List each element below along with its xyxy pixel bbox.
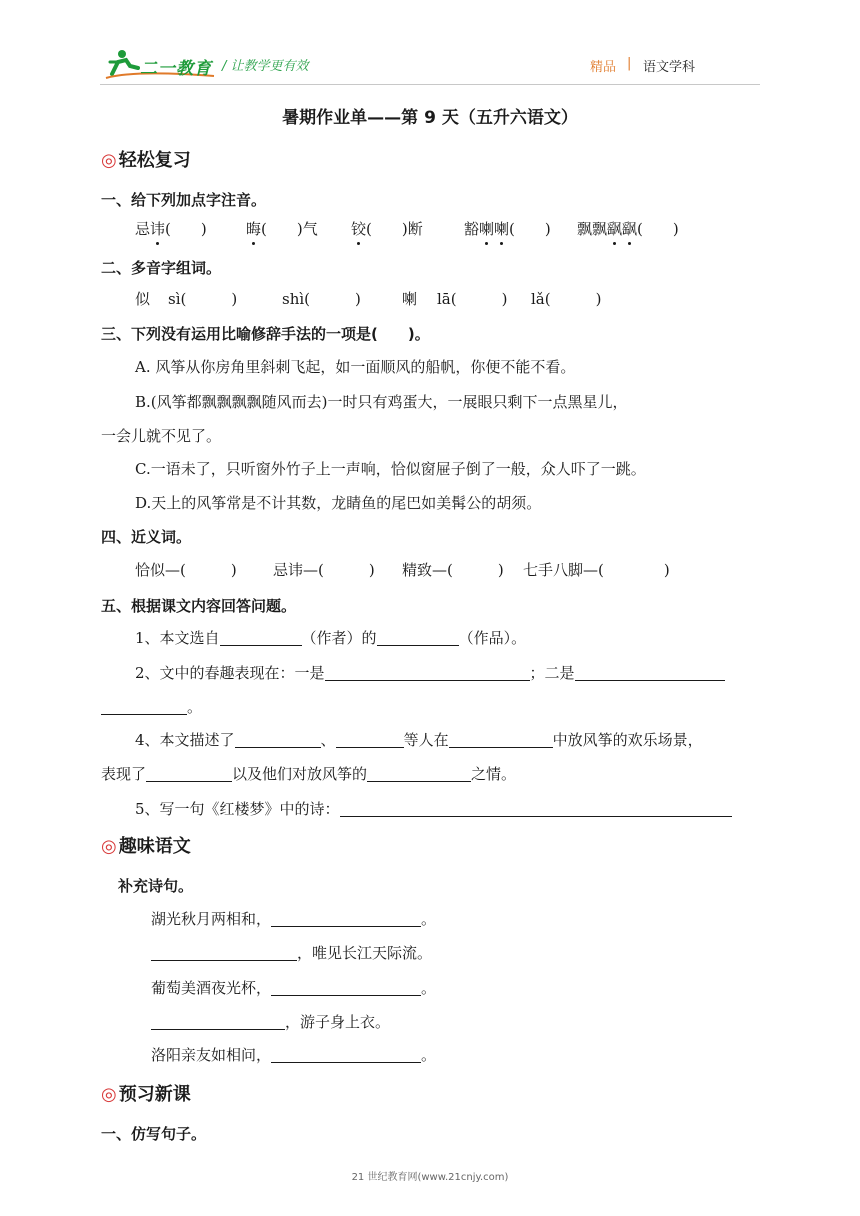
q2-pinyin: lǎ( ) — [531, 290, 602, 308]
q2-pinyin: lā( ) — [437, 290, 508, 308]
poem-line2: ，唯见长江天际流。 — [151, 942, 432, 963]
section-mark: ◎ — [101, 150, 117, 171]
answer-blank — [336, 733, 404, 748]
answer-blank — [151, 946, 297, 961]
q1-item: 豁喇喇( ) — [464, 220, 551, 238]
q4-item: 七手八脚—( ) — [523, 561, 670, 579]
q3-option-b-cont: 一会儿就不见了。 — [101, 427, 222, 445]
q2-char: 喇 — [402, 290, 418, 308]
answer-blank — [377, 631, 459, 646]
page-title: 暑期作业单——第 9 天（五升六语文） — [282, 108, 578, 128]
q5-line2: 2、文中的春趣表现在：一是 ；二是 — [135, 662, 725, 683]
section-mark: ◎ — [101, 836, 117, 857]
q3-option-d: D.天上的风筝常是不计其数，龙睛鱼的尾巴如美髯公的胡须。 — [135, 494, 542, 512]
answer-blank — [340, 802, 732, 817]
q5-line4: 4、本文描述了 、 等人在 中放风筝的欢乐场景， — [135, 731, 703, 749]
q5-line2-cont: 。 — [101, 696, 202, 717]
answer-blank — [449, 733, 553, 748]
q1-item: 忌讳( ) — [135, 220, 207, 238]
answer-blank — [271, 981, 421, 996]
q2-pinyin: shì( ) — [282, 290, 361, 308]
q1-item: 铰( )断 — [351, 220, 423, 238]
q1-item: 晦( )气 — [246, 220, 318, 238]
poem-line4: ，游子身上衣。 — [151, 1011, 390, 1032]
q2-pinyin: sì( ) — [168, 290, 238, 308]
q3-heading: 三、下列没有运用比喻修辞手法的一项是( )。 — [101, 325, 430, 343]
q2-heading: 二、多音字组词。 — [101, 259, 222, 277]
header-divider — [100, 84, 760, 85]
poem-line3: 葡萄美酒夜光杯， 。 — [151, 979, 437, 997]
q3-option-c: C.一语未了，只听窗外竹子上一声响，恰似窗屉子倒了一般，众人吓了一跳。 — [135, 460, 646, 478]
answer-blank — [271, 912, 421, 927]
answer-blank — [325, 666, 530, 681]
q4-item: 恰似—( ) — [135, 561, 237, 579]
answer-blank — [101, 700, 187, 715]
q3-option-b: B.(风筝都飘飘飘飘随风而去)一时只有鸡蛋大，一展眼只剩下一点黑星儿， — [135, 393, 628, 411]
answer-blank — [151, 1015, 285, 1030]
q1-heading: 一、给下列加点字注音。 — [101, 191, 267, 209]
q5-line1: 1、本文选自 （作者）的 （作品）。 — [135, 629, 527, 647]
logo-text: 二一教育 — [140, 59, 212, 79]
section-review: ◎ 轻松复习 — [101, 150, 191, 171]
subject-label: 语文学科 — [643, 60, 696, 75]
q4-item: 精致—( ) — [402, 561, 504, 579]
poem-heading: 补充诗句。 — [118, 877, 194, 895]
q1-item: 飘飘飖飖( ) — [577, 220, 679, 238]
q5-heading: 五、根据课文内容回答问题。 — [101, 597, 297, 615]
section-mark: ◎ — [101, 1084, 117, 1105]
q5-line4-cont: 表现了 以及他们对放风筝的 之情。 — [101, 765, 517, 783]
answer-blank — [575, 666, 725, 681]
poem-line5: 洛阳亲友如相问， 。 — [151, 1046, 437, 1064]
q5-line5: 5、写一句《红楼梦》中的诗： — [135, 798, 732, 819]
answer-blank — [146, 767, 232, 782]
poem-line1: 湖光秋月两相和， 。 — [151, 910, 437, 928]
section-preview: ◎ 预习新课 — [101, 1084, 191, 1105]
header-separator: | — [627, 56, 632, 71]
section-fun: ◎ 趣味语文 — [101, 836, 191, 857]
preview-q1-heading: 一、仿写句子。 — [101, 1125, 207, 1143]
q3-option-a: A. 风筝从你房角里斜刺飞起，如一面顺风的船帆，你便不能不看。 — [135, 358, 576, 376]
answer-blank — [271, 1048, 421, 1063]
q4-heading: 四、近义词。 — [101, 528, 192, 546]
answer-blank — [235, 733, 321, 748]
q4-item: 忌讳—( ) — [273, 561, 375, 579]
quality-tag: 精品 — [590, 60, 617, 75]
answer-blank — [220, 631, 302, 646]
answer-blank — [367, 767, 471, 782]
footer: 21 世纪教育网(www.21cnjy.com) — [351, 1172, 509, 1183]
slogan: / 让教学更有效 — [222, 59, 309, 74]
q2-char: 似 — [135, 290, 151, 308]
